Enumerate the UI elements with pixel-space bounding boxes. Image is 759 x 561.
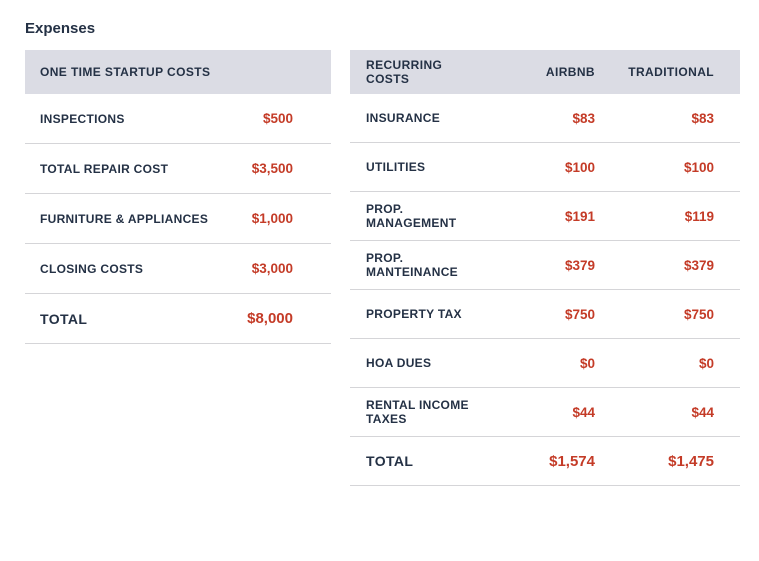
table-row: [350, 388, 740, 437]
row-label: INSPECTIONS: [40, 111, 125, 126]
row-value: $500: [262, 111, 293, 126]
row-value-traditional: $44: [691, 404, 714, 420]
row-label: INSURANCE: [366, 111, 441, 125]
column-header-traditional: TRADITIONAL: [628, 65, 714, 79]
table-row: [25, 144, 331, 194]
row-value-airbnb: $100: [564, 159, 595, 175]
total-value-traditional: $1,475: [668, 452, 714, 470]
row-value: $3,500: [251, 161, 293, 176]
total-label: TOTAL: [40, 310, 88, 327]
row-value-airbnb: $750: [564, 306, 595, 322]
recurring-costs-table-header: [350, 50, 740, 94]
startup-costs-table: [25, 50, 331, 344]
row-label: TOTAL REPAIR COST: [40, 161, 169, 176]
row-value: $3,000: [251, 261, 293, 276]
expenses-tables: [0, 50, 759, 486]
table-row: [350, 192, 740, 241]
table-row: [25, 94, 331, 144]
row-label: RENTAL INCOME TAXES: [366, 398, 469, 426]
row-value-traditional: $119: [684, 208, 714, 224]
row-value: $1,000: [251, 211, 293, 226]
table-row: [350, 143, 740, 192]
total-row: [25, 294, 331, 344]
startup-costs-header-label: ONE TIME STARTUP COSTS: [40, 65, 211, 79]
row-value-airbnb: $191: [564, 208, 595, 224]
table-row: [25, 194, 331, 244]
page-title: Expenses: [25, 20, 96, 37]
row-value-traditional: $100: [683, 159, 714, 175]
total-label: TOTAL: [366, 453, 414, 469]
total-value-airbnb: $1,574: [549, 452, 595, 470]
table-row: [350, 339, 740, 388]
row-label: PROPERTY TAX: [366, 307, 462, 321]
recurring-costs-header-label: RECURRING COSTS: [366, 58, 443, 86]
row-label: HOA DUES: [366, 356, 432, 370]
row-label: PROP. MANAGEMENT: [366, 202, 457, 230]
row-value-traditional: $379: [683, 257, 714, 273]
column-header-airbnb: AIRBNB: [545, 65, 595, 79]
row-value-traditional: $83: [691, 110, 714, 126]
table-row: [25, 244, 331, 294]
row-value-airbnb: $0: [579, 355, 595, 371]
startup-costs-table-header: [25, 50, 331, 94]
table-row: [350, 290, 740, 339]
row-label: UTILITIES: [366, 160, 426, 174]
table-row: [350, 94, 740, 143]
total-row: [350, 437, 740, 486]
row-value-traditional: $0: [698, 355, 714, 371]
row-label: CLOSING COSTS: [40, 261, 144, 276]
total-value: $8,000: [247, 310, 293, 327]
table-row: [350, 241, 740, 290]
row-value-airbnb: $83: [572, 110, 595, 126]
row-value-traditional: $750: [683, 306, 714, 322]
row-label: FURNITURE & APPLIANCES: [40, 211, 209, 226]
row-label: PROP. MANTEINANCE: [366, 251, 458, 279]
row-value-airbnb: $379: [564, 257, 595, 273]
row-value-airbnb: $44: [572, 404, 595, 420]
recurring-costs-table: [350, 50, 740, 486]
